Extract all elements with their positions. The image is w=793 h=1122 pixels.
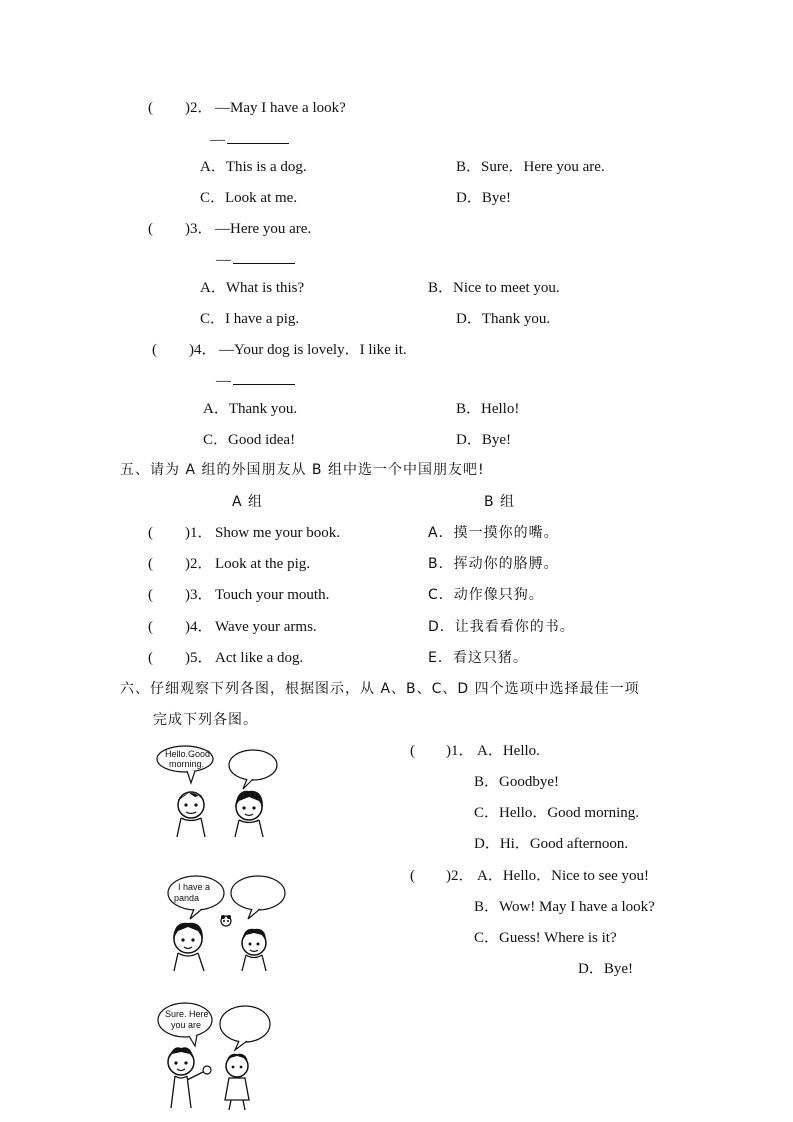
question-text: —Here you are.	[215, 221, 312, 237]
match-english: Look at the pig.	[215, 556, 310, 572]
option-c: C．Guess! Where is it?	[474, 930, 617, 946]
option-b: B．Nice to meet you.	[428, 280, 560, 296]
boy-figure	[168, 1047, 211, 1108]
answer-line: —	[216, 372, 295, 390]
boy-figure	[177, 792, 205, 837]
answer-bracket-open: (	[148, 619, 153, 635]
question-text: —May I have a look?	[215, 100, 346, 116]
option-a: A．This is a dog.	[200, 159, 307, 175]
option-c: C．Look at me.	[200, 190, 298, 206]
option-a: A．Hello.	[477, 743, 540, 759]
group-a-heading: A 组	[232, 494, 264, 510]
question-number: )4．	[189, 342, 217, 358]
section-title: 五、请为 A 组的外国朋友从 B 组中选一个中国朋友吧!	[120, 462, 485, 478]
bubble-text-line2: morning.	[169, 759, 205, 769]
match-chinese: E．看这只猪。	[428, 650, 528, 666]
option-a: A．Hello．Nice to see you!	[477, 868, 650, 884]
match-number: )2．	[185, 556, 213, 572]
match-english: Show me your book.	[215, 525, 340, 541]
answer-bracket-open: (	[148, 650, 153, 666]
girl-figure	[225, 1054, 249, 1110]
question-number: )2．	[446, 868, 474, 884]
answer-bracket-open: (	[148, 556, 153, 572]
option-c: C．Good idea!	[203, 432, 296, 448]
question-number: )2．	[185, 100, 213, 116]
option-b: B．Hello!	[456, 401, 520, 417]
answer-bracket-open: (	[152, 342, 157, 358]
option-d: D．Thank you.	[456, 311, 551, 327]
option-a: A．Thank you.	[203, 401, 298, 417]
match-chinese: A．摸一摸你的嘴。	[428, 525, 559, 541]
answer-bracket-open: (	[148, 525, 153, 541]
girl-figure	[235, 791, 263, 837]
section-title: 六、仔细观察下列各图，根据图示，从 A、B、C、D 四个选项中选择最佳一项	[120, 681, 640, 697]
question-number: )1．	[446, 743, 474, 759]
match-number: )4．	[185, 619, 213, 635]
answer-bracket-open: (	[148, 100, 153, 116]
question-number: )3．	[185, 221, 213, 237]
answer-bracket-open: (	[410, 743, 415, 759]
question-text: —Your dog is lovely．I like it.	[219, 342, 407, 358]
option-b: B．Wow! May I have a look?	[474, 899, 655, 915]
option-b: B．Goodbye!	[474, 774, 559, 790]
match-chinese: D．让我看看你的书。	[428, 619, 575, 635]
bubble-text-line2: you are	[171, 1020, 202, 1030]
answer-bracket-open: (	[410, 868, 415, 884]
group-b-heading: B 组	[484, 494, 516, 510]
option-d: D．Bye!	[456, 432, 511, 448]
answer-line: —	[210, 131, 289, 149]
speech-bubble-right-empty	[229, 750, 277, 780]
cartoon-picture-2	[160, 873, 295, 973]
match-english: Act like a dog.	[215, 650, 304, 666]
bubble-text-line1: I have a	[178, 882, 211, 892]
match-chinese: B．挥动你的胳膊。	[428, 556, 559, 572]
section-title-continued: 完成下列各图。	[153, 712, 258, 728]
cartoon-picture-1	[155, 745, 285, 840]
option-d: D．Hi．Good afternoon.	[474, 836, 629, 852]
cartoon-picture-3	[155, 1000, 275, 1112]
panda-toy	[221, 915, 231, 926]
bubble-text-line1: Hello.Good	[165, 749, 211, 759]
bubble-text-line2: panda	[174, 893, 200, 903]
answer-bracket-open: (	[148, 221, 153, 237]
option-d: D．Bye!	[456, 190, 511, 206]
option-d: D．Bye!	[578, 961, 633, 977]
match-number: )3．	[185, 587, 213, 603]
girl-figure-right	[242, 929, 266, 971]
match-english: Touch your mouth.	[215, 587, 330, 603]
girl-figure-left	[173, 923, 204, 971]
speech-bubble-right-empty	[231, 876, 285, 910]
speech-bubble-right-empty	[220, 1006, 270, 1042]
answer-line: —	[216, 251, 295, 269]
option-b: B．Sure．Here you are.	[456, 159, 605, 175]
answer-bracket-open: (	[148, 587, 153, 603]
bubble-text-line1: Sure. Here	[165, 1009, 209, 1019]
match-english: Wave your arms.	[215, 619, 317, 635]
match-number: )1．	[185, 525, 213, 541]
match-chinese: C．动作像只狗。	[428, 587, 544, 603]
match-number: )5．	[185, 650, 213, 666]
option-a: A．What is this?	[200, 280, 305, 296]
option-c: C．Hello．Good morning.	[474, 805, 639, 821]
option-c: C．I have a pig.	[200, 311, 300, 327]
